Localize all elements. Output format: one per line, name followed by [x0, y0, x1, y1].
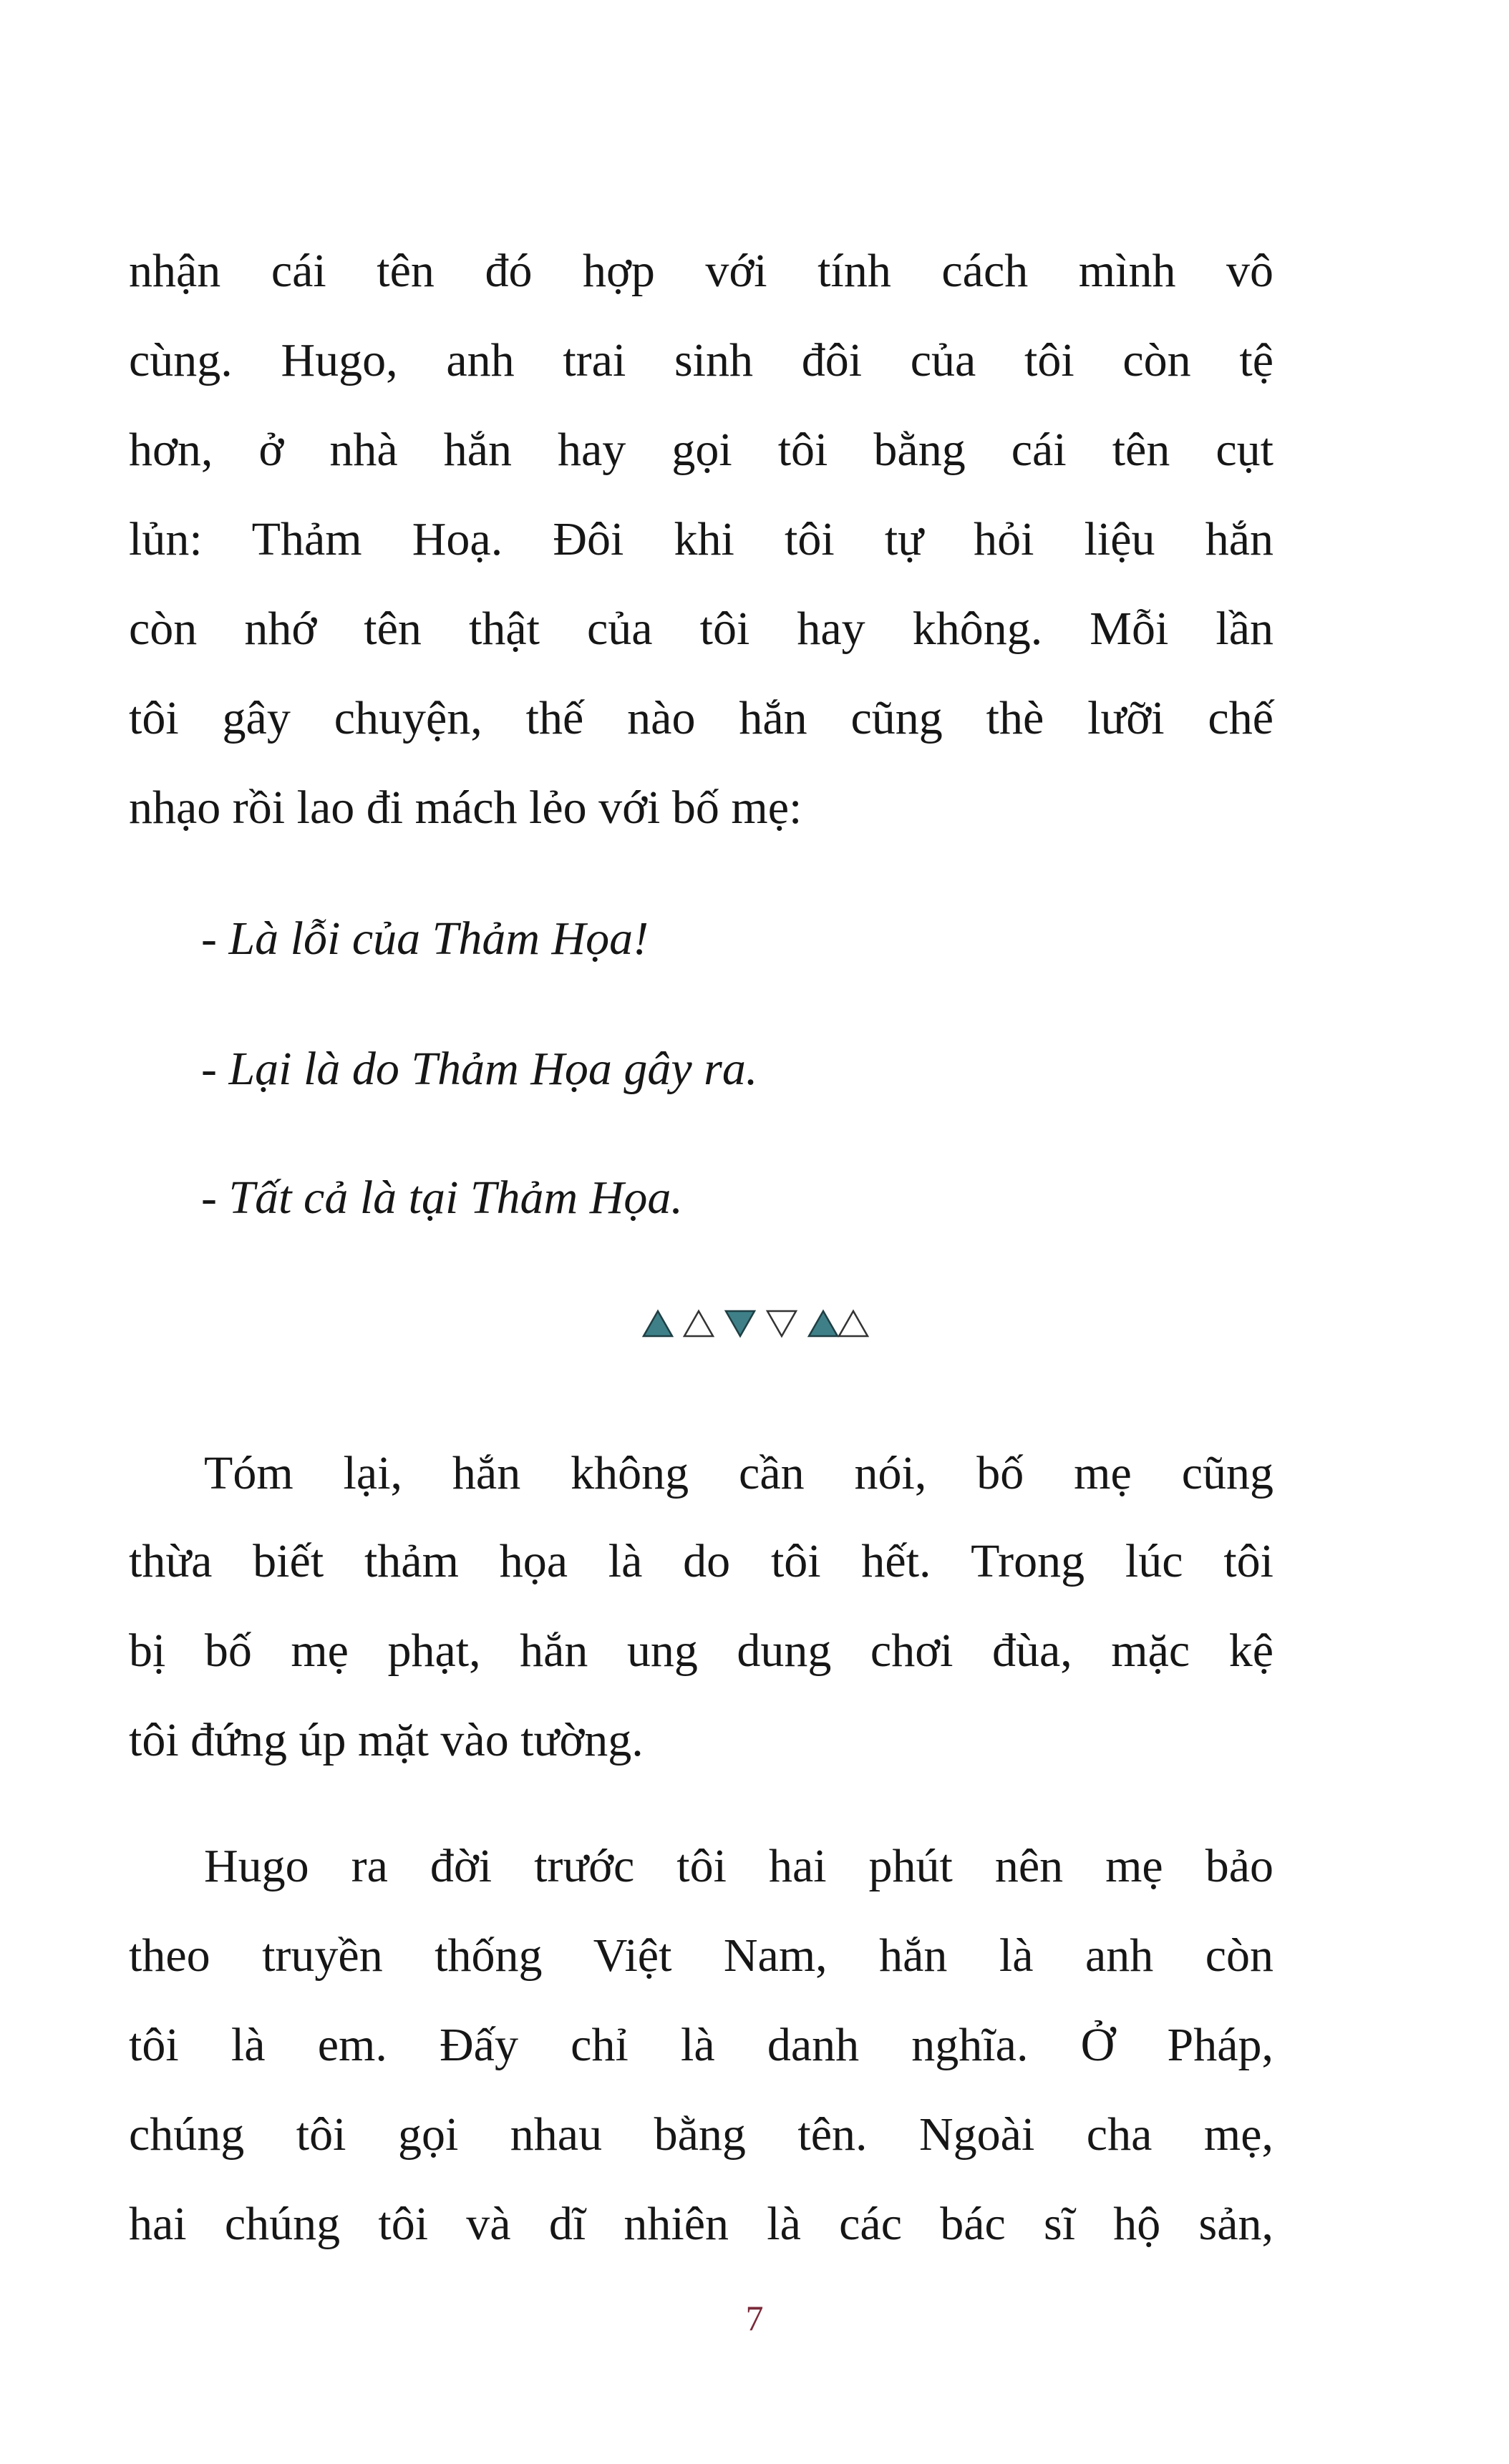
text-line: tôi là em. Đấy chỉ là danh nghĩa. Ở Pháp, [129, 2019, 1273, 2071]
text-line: thừa biết thảm họa là do tôi hết. Trong lúc tôi [129, 1535, 1273, 1587]
dialogue-line: - Tất cả là tại Thảm Họa. [201, 1172, 683, 1224]
text-line: hai chúng tôi và dĩ nhiên là các bác sĩ hộ sản, [129, 2198, 1273, 2250]
text-line: bị bố mẹ phạt, hắn ung dung chơi đùa, mặc kệ [129, 1625, 1273, 1677]
text-line: lủn: Thảm Hoạ. Đôi khi tôi tự hỏi liệu hắn [129, 513, 1273, 565]
text-line: chúng tôi gọi nhau bằng tên. Ngoài cha mẹ, [129, 2108, 1273, 2161]
text-line: Tóm lại, hắn không cần nói, bố mẹ cũng [204, 1447, 1273, 1499]
text-line: hơn, ở nhà hắn hay gọi tôi bằng cái tên cụt [129, 424, 1273, 476]
text-line: tôi đứng úp mặt vào tường. [129, 1714, 644, 1766]
text-line: nhạo rồi lao đi mách lẻo với bố mẹ: [129, 781, 802, 834]
page-number: 7 [745, 2298, 764, 2338]
text-line: Hugo ra đời trước tôi hai phút nên mẹ bảo [204, 1840, 1273, 1892]
text-line: tôi gây chuyện, thế nào hắn cũng thè lưỡi chế [129, 692, 1273, 744]
dialogue-line: - Là lỗi của Thảm Họa! [201, 912, 649, 965]
text-line: nhận cái tên đó hợp với tính cách mình vô [129, 245, 1273, 297]
text-line: cùng. Hugo, anh trai sinh đôi của tôi còn tệ [129, 334, 1273, 386]
triangle-divider-icon [0, 1304, 1509, 1343]
text-line: theo truyền thống Việt Nam, hắn là anh còn [129, 1929, 1273, 1982]
text-line: còn nhớ tên thật của tôi hay không. Mỗi lần [129, 603, 1273, 655]
dialogue-line: - Lại là do Thảm Họa gây ra. [201, 1043, 758, 1095]
